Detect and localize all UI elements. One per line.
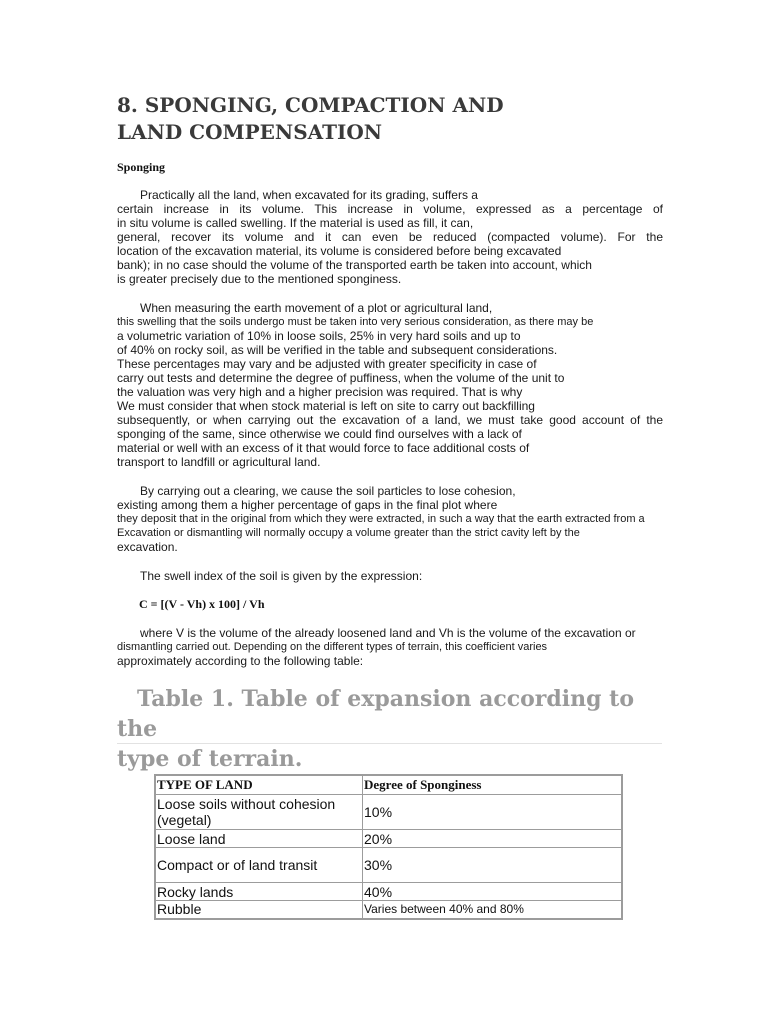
page-title-line-1: 8. SPONGING, COMPACTION AND [117, 93, 504, 117]
page-title [117, 92, 637, 146]
table-cell-degree: 30% [363, 848, 623, 883]
paragraph-line: in situ volume is called swelling. If the material is used as fill, it can, [117, 216, 474, 230]
table-cell-land: Rubble [155, 901, 363, 919]
paragraph-line: is greater precisely due to the mentioned sponginess. [117, 272, 402, 286]
paragraph-line: By carrying out a clearing, we cause the soil particles to lose cohesion, [140, 484, 516, 498]
table-cell-land: Compact or of land transit [155, 848, 363, 883]
table-header-type-of-land: TYPE OF LAND [155, 775, 363, 795]
paragraph-line: We must consider that when stock material is left on site to carry out backfilling [117, 399, 535, 413]
paragraph-line: Excavation or dismantling will normally occupy a volume greater than the strict cavity left by the [117, 527, 580, 539]
table-caption [117, 684, 663, 774]
table-row [155, 901, 622, 919]
paragraph-line: location of the excavation material, its volume is considered before being excavated [117, 244, 562, 258]
table-cell-degree: 40% [363, 883, 623, 901]
paragraph-3 [117, 484, 663, 554]
paragraph-line: When measuring the earth movement of a plot or agricultural land, [140, 301, 493, 315]
table-row [155, 795, 622, 830]
paragraph-line: The swell index of the soil is given by the expression: [140, 569, 423, 583]
paragraph-line: certain increase in its volume. This increase in volume, expressed as a percentage of [117, 202, 663, 216]
swell-index-formula: C = [(V - Vh) x 100] / Vh [139, 597, 265, 611]
page-title-line-2: LAND COMPENSATION [117, 120, 383, 144]
table-cell-degree: Varies between 40% and 80% [363, 901, 623, 919]
paragraph-line: of 40% on rocky soil, as will be verified in the table and subsequent considerations. [117, 343, 558, 357]
paragraph-line: where V is the volume of the already loosened land and Vh is the volume of the excavation or [140, 626, 636, 640]
paragraph-line: subsequently, or when carrying out the excavation of a land, we must take good account of the [117, 413, 663, 427]
paragraph-line: the valuation was very high and a higher precision was required. That is why [117, 385, 523, 399]
paragraph-line: bank); in no case should the volume of the transported earth be taken into account, which [117, 258, 592, 272]
table-cell-degree: 20% [363, 830, 623, 848]
paragraph-line: These percentages may vary and be adjusted with greater specificity in case of [117, 357, 537, 371]
paragraph-2 [117, 301, 663, 469]
table-caption-line-1: Table 1. Table of expansion according to the [117, 686, 634, 742]
paragraph-5 [117, 626, 663, 668]
table-caption-line-2: type of terrain. [117, 746, 303, 772]
table-row [155, 883, 622, 901]
paragraph-line: excavation. [117, 540, 178, 554]
table-cell-land: Rocky lands [155, 883, 363, 901]
table-header-row [155, 775, 622, 795]
paragraph-line: general, recover its volume and it can even be reduced (compacted volume). For the [117, 230, 663, 244]
section-subheading: Sponging [117, 160, 166, 174]
table-header-degree: Degree of Sponginess [363, 775, 623, 795]
table-row [155, 848, 622, 883]
paragraph-1 [117, 188, 663, 286]
paragraph-line: sponging of the same, since otherwise we could find ourselves with a lack of [117, 427, 522, 441]
table-cell-land: Loose land [155, 830, 363, 848]
sponginess-table [154, 774, 623, 920]
paragraph-line: transport to landfill or agricultural land. [117, 455, 321, 469]
paragraph-4 [117, 569, 663, 583]
table-cell-land: Loose soils without cohesion (vegetal) [155, 795, 363, 830]
table-row [155, 830, 622, 848]
paragraph-line: this swelling that the soils undergo must be taken into very serious consideration, as there may be [117, 316, 594, 328]
paragraph-line: they deposit that in the original from which they were extracted, in such a way that the earth extracted from a [117, 513, 645, 525]
table-cell-degree: 10% [363, 795, 623, 830]
paragraph-line: carry out tests and determine the degree of puffiness, when the volume of the unit to [117, 371, 565, 385]
paragraph-line: Practically all the land, when excavated for its grading, suffers a [140, 188, 478, 202]
paragraph-line: material or well with an excess of it that would force to face additional costs of [117, 441, 530, 455]
paragraph-line: dismantling carried out. Depending on the different types of terrain, this coefficient varies [117, 641, 548, 653]
paragraph-line: approximately according to the following table: [117, 654, 364, 668]
caption-divider [117, 743, 662, 744]
paragraph-line: existing among them a higher percentage of gaps in the final plot where [117, 498, 498, 512]
paragraph-line: a volumetric variation of 10% in loose soils, 25% in very hard soils and up to [117, 329, 521, 343]
